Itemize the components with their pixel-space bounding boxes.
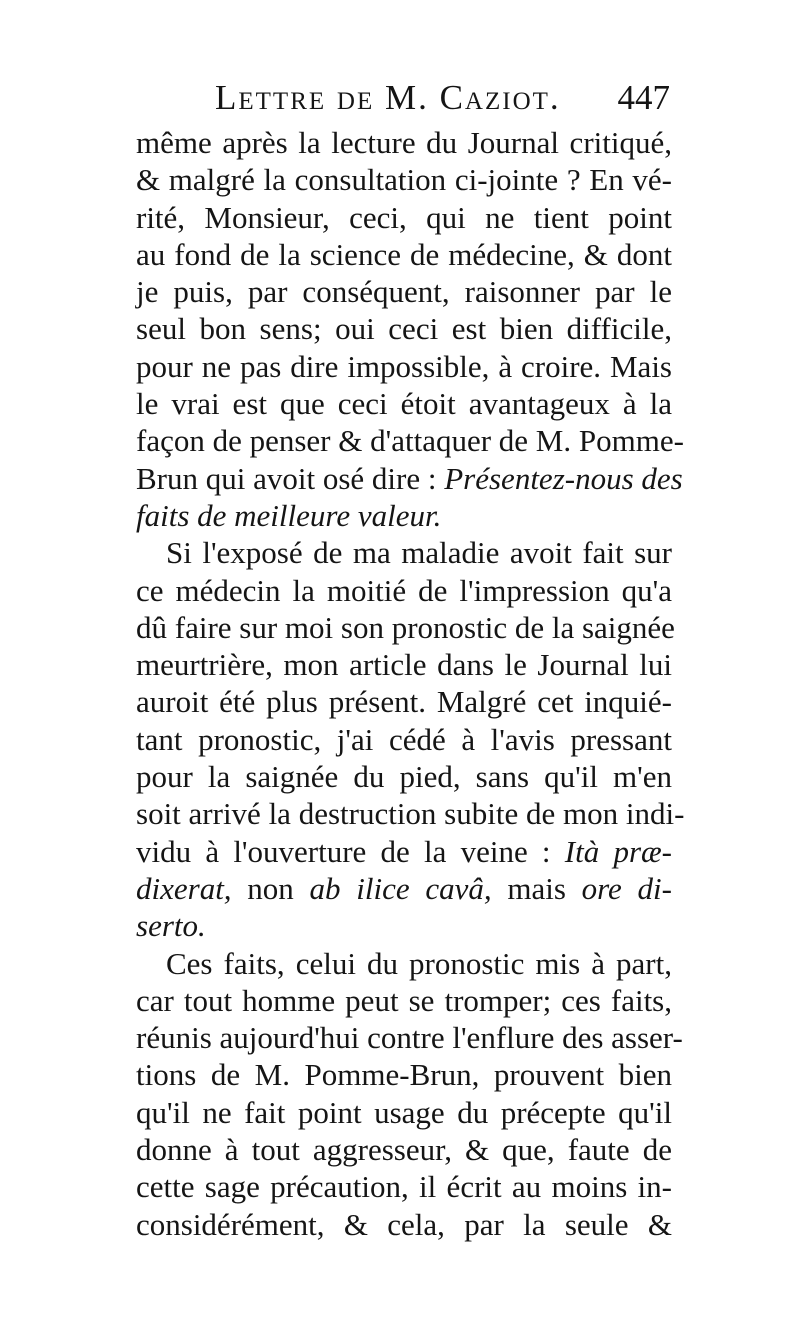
text-line xyxy=(136,945,672,982)
text-line xyxy=(136,833,672,870)
text-line xyxy=(136,907,672,944)
text-line xyxy=(136,1131,672,1168)
text-line xyxy=(136,236,672,273)
text-line xyxy=(136,273,672,310)
text-segment: au fond de la science de médecine, & dont xyxy=(136,236,672,272)
text-segment: auroit été plus présent. Malgré cet inquié- xyxy=(136,684,672,720)
text-segment: façon de penser & d'attaquer de M. Pomme- xyxy=(136,423,684,459)
text-line xyxy=(136,1206,672,1243)
page-number: 447 xyxy=(617,78,670,117)
text-line xyxy=(136,683,672,720)
text-segment: le vrai est que ceci étoit avantageux à la xyxy=(136,386,672,422)
text-segment: seul bon sens; oui ceci est bien difficile, xyxy=(136,311,672,347)
page-header xyxy=(215,78,670,126)
text-segment: ce médecin la moitié de l'impression qu'a xyxy=(136,572,672,608)
text-segment: pour la saignée du pied, sans qu'il m'en xyxy=(136,759,672,795)
text-line xyxy=(136,161,672,198)
text-segment: dû faire sur moi son pronostic de la saignée xyxy=(136,609,675,645)
text-segment: réunis aujourd'hui contre l'enflure des asser- xyxy=(136,1020,683,1056)
body-text xyxy=(136,124,685,1243)
text-segment: vidu à l'ouverture de la veine : xyxy=(136,833,565,869)
italic-segment: ab ilice cavâ, xyxy=(309,870,492,906)
text-segment: même après la lecture du Journal critiqué, xyxy=(136,125,672,160)
text-segment: pour ne pas dire impossible, à croire. Mais xyxy=(136,348,672,384)
text-line xyxy=(136,572,672,609)
text-segment: meurtrière, mon article dans le Journal lui xyxy=(136,647,672,683)
text-line xyxy=(136,1094,672,1131)
text-line xyxy=(136,310,672,347)
text-line xyxy=(136,721,672,758)
text-segment: rité, Monsieur, ceci, qui ne tient point xyxy=(136,199,672,235)
text-segment: considérément, & cela, par la seule & xyxy=(136,1206,672,1242)
italic-segment: Ità præ- xyxy=(564,833,673,869)
text-segment: soit arrivé la destruction subite de mon indi- xyxy=(136,796,685,832)
text-line xyxy=(136,1056,672,1093)
text-line xyxy=(136,1019,683,1056)
text-segment: cette sage précaution, il écrit au moins in- xyxy=(136,1169,672,1205)
text-segment: car tout homme peut se tromper; ces faits, xyxy=(136,982,672,1018)
text-line xyxy=(136,870,672,907)
running-title: Lettre de M. Caziot. xyxy=(215,78,561,117)
text-line xyxy=(136,497,672,534)
text-segment: Si l'exposé de ma maladie avoit fait sur xyxy=(166,535,672,571)
text-segment: mais xyxy=(491,870,582,906)
text-segment: non xyxy=(231,870,310,906)
text-line xyxy=(136,795,685,832)
italic-segment: faits de meilleure valeur. xyxy=(136,497,442,533)
text-line xyxy=(136,982,672,1019)
text-line xyxy=(136,385,672,422)
text-line xyxy=(136,124,672,161)
text-line xyxy=(136,534,672,571)
text-segment: Brun qui avoit osé dire : xyxy=(136,460,445,496)
italic-segment: ore di- xyxy=(581,870,672,906)
text-segment: je puis, par conséquent, raisonner par le xyxy=(136,274,672,310)
text-segment: donne à tout aggresseur, & que, faute de xyxy=(136,1132,672,1168)
text-segment: Ces faits, celui du pronostic mis à part, xyxy=(166,945,672,981)
text-line xyxy=(136,460,683,497)
text-segment: tant pronostic, j'ai cédé à l'avis pressant xyxy=(136,721,672,757)
text-line xyxy=(136,1168,672,1205)
text-line xyxy=(136,422,684,459)
italic-segment: dixerat, xyxy=(136,870,232,906)
text-line xyxy=(136,348,672,385)
text-line xyxy=(136,758,672,795)
text-line xyxy=(136,199,672,236)
text-line xyxy=(136,646,672,683)
text-segment: & malgré la consultation ci-jointe ? En vé- xyxy=(136,162,672,198)
text-segment: tions de M. Pomme-Brun, prouvent bien xyxy=(136,1057,672,1093)
text-segment: qu'il ne fait point usage du précepte qu'il xyxy=(136,1094,672,1130)
italic-segment: Présentez-nous des xyxy=(444,460,683,496)
text-line xyxy=(136,609,675,646)
italic-segment: serto. xyxy=(136,908,206,944)
